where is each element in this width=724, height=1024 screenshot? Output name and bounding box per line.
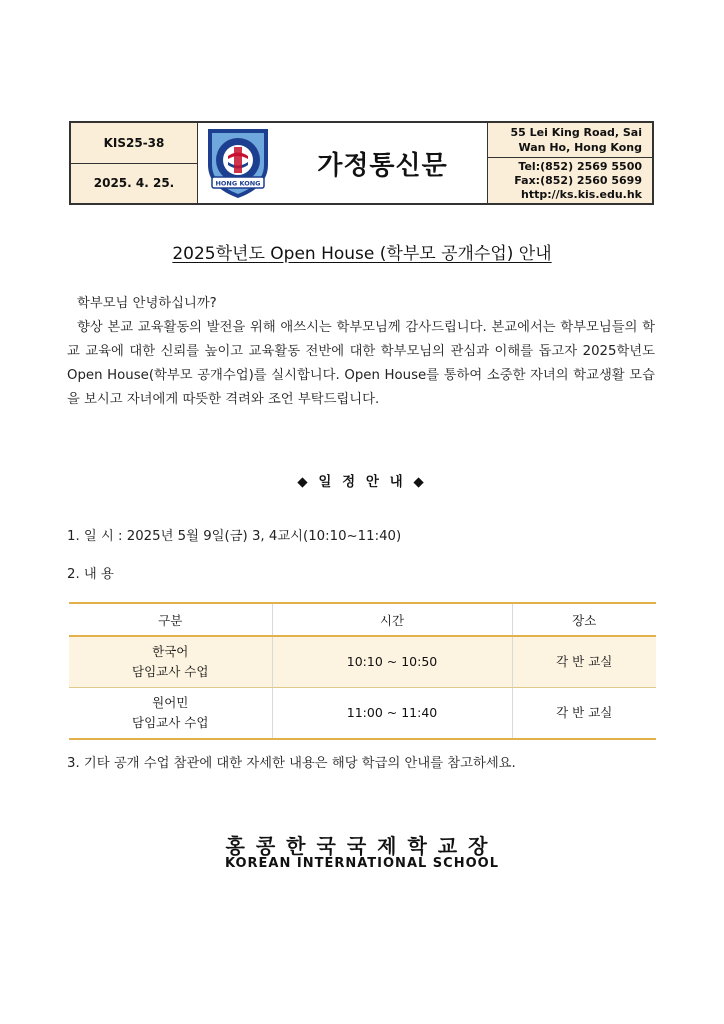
principal-signature-en: KOREAN INTERNATIONAL SCHOOL: [225, 856, 499, 871]
school-contact: [488, 158, 652, 203]
cell-time: 11:00 ~ 11:40: [272, 688, 512, 740]
col-header-place: 장소: [512, 603, 656, 636]
tel: Tel:(852) 2569 5500: [518, 159, 642, 173]
schedule-table: [69, 602, 656, 740]
cell-time: 10:10 ~ 10:50: [272, 636, 512, 688]
school-crest-icon: [204, 125, 272, 201]
header-contact: [487, 123, 652, 203]
address-line-2: Wan Ho, Hong Kong: [518, 141, 642, 154]
cell-place: 각 반 교실: [512, 688, 656, 740]
table-row: [69, 688, 656, 740]
item-other: 3. 기타 공개 수업 참관에 대한 자세한 내용은 해당 학급의 안내를 참고하세요.: [67, 756, 516, 771]
category-line: 담임교사 수업: [132, 715, 209, 730]
fax: Fax:(852) 2560 5699: [514, 173, 642, 187]
doc-date: 2025. 4. 25.: [71, 163, 197, 204]
notice-title-text: 2025학년도 Open House (학부모 공개수업) 안내: [172, 244, 552, 264]
col-header-time: 시간: [272, 603, 512, 636]
schedule-heading: ◆ 일 정 안 내 ◆: [297, 474, 427, 490]
principal-signature-ko: 홍콩한국국제학교장: [225, 834, 499, 858]
category-line: 담임교사 수업: [132, 664, 209, 679]
notice-body: [67, 292, 655, 412]
item-content: 2. 내 용: [67, 567, 114, 582]
school-address: [488, 123, 652, 158]
svg-text:HONG KONG: HONG KONG: [215, 179, 261, 188]
notice-title: [0, 239, 724, 264]
cell-category: [69, 688, 272, 740]
category-line: 원어민: [152, 695, 189, 710]
website-link[interactable]: http://ks.kis.edu.hk: [521, 187, 642, 201]
table-row: [69, 636, 656, 688]
col-header-category: 구분: [69, 603, 272, 636]
school-logo: [198, 123, 278, 203]
document-type-title: 가정통신문: [317, 150, 448, 181]
table-header-row: [69, 603, 656, 636]
item-date: 1. 일 시 : 2025년 5월 9일(금) 3, 4교시(10:10~11:40): [67, 529, 402, 544]
letter-header: [69, 121, 654, 205]
cell-category: [69, 636, 272, 688]
doc-number: KIS25-38: [71, 123, 197, 163]
header-meta: [71, 123, 198, 203]
address-line-1: 55 Lei King Road, Sai: [510, 126, 642, 139]
cell-place: 각 반 교실: [512, 636, 656, 688]
greeting: 학부모님 안녕하십니까?: [77, 296, 217, 311]
category-line: 한국어: [152, 644, 189, 659]
body-paragraph: 향상 본교 교육활동의 발전을 위해 애쓰시는 학부모님께 감사드립니다. 본교에서는 학부모님들의 학교 교육에 대한 신뢰를 높이고 교육활동 전반에 대한 학부모님의 관심과 이해를 돕고자 2025학년도 Open House(학부모 공개수업)를 실시합니다. Open House를 통하여 소중한 자녀의 학교생활 모습을 보시고 자녀에게 따뜻한 격려와 조언 부탁드립니다.: [67, 320, 655, 407]
